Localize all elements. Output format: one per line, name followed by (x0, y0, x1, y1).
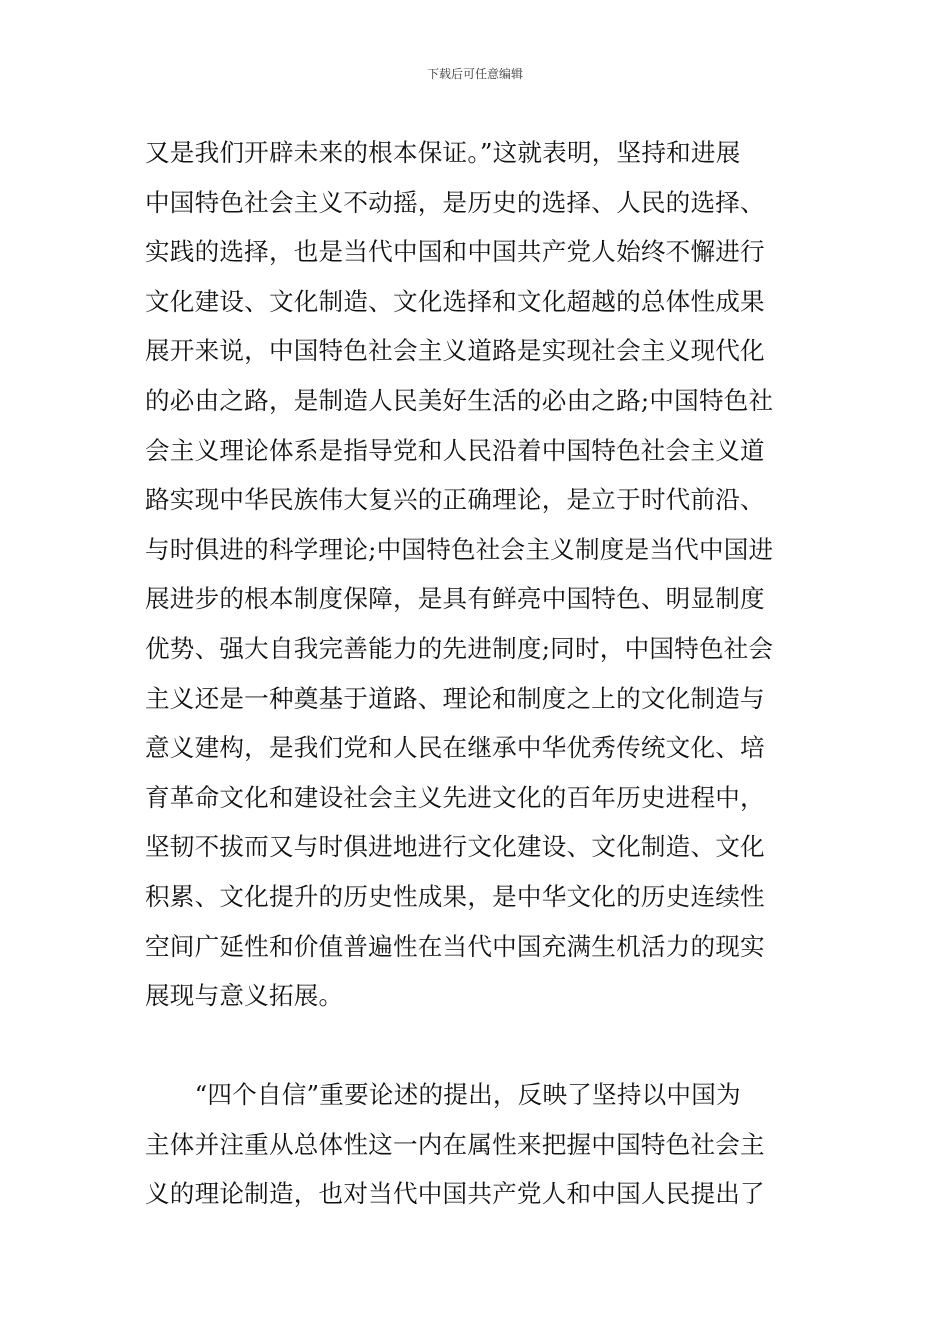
text-line: 路实现中华民族伟大复兴的正确理论，是立于时代前沿、 (145, 485, 765, 515)
text-line: 中国特色社会主义不动摇，是历史的选择、人民的选择、 (145, 187, 765, 217)
text-line: 主义还是一种奠基于道路、理论和制度之上的文化制造与 (145, 683, 765, 713)
text-line: 文化建设、文化制造、文化选择和文化超越的总体性成果 (145, 286, 765, 316)
text-line: 又是我们开辟未来的根本保证。”这就表明，坚持和进展 (145, 138, 741, 167)
text-line: 展开来说，中国特色社会主义道路是实现社会主义现代化 (145, 336, 765, 366)
text-line: 意义建构，是我们党和人民在继承中华优秀传统文化、培 (145, 733, 765, 763)
text-line: 优势、强大自我完善能力的先进制度;同时，中国特色社会 (145, 633, 774, 663)
text-line: 义的理论制造，也对当代中国共产党人和中国人民提出了 (145, 1179, 765, 1209)
page-header: 下载后可任意编辑 (426, 67, 523, 81)
text-line: 实践的选择，也是当代中国和中国共产党人始终不懈进行 (145, 237, 765, 267)
text-line: 积累、文化提升的历史性成果，是中华文化的历史连续性 (145, 881, 765, 911)
text-line: 与时俱进的科学理论;中国特色社会主义制度是当代中国进 (145, 534, 774, 564)
text-line: “四个自信”重要论述的提出，反映了坚持以中国为 (145, 1080, 741, 1110)
text-line: 主体并注重从总体性这一内在属性来把握中国特色社会主 (145, 1129, 765, 1159)
paragraph-1 (145, 128, 810, 1021)
text-line: 坚韧不拔而又与时俱进地进行文化建设、文化制造、文化 (145, 832, 765, 862)
paragraph-spacer (145, 1021, 810, 1071)
document-body (145, 128, 810, 1219)
text-line: 的必由之路，是制造人民美好生活的必由之路;中国特色社 (145, 385, 774, 415)
text-line: 展现与意义拓展。 (145, 981, 344, 1011)
text-line: 展进步的根本制度保障，是具有鲜亮中国特色、明显制度 (145, 584, 765, 614)
paragraph-2 (145, 1070, 810, 1219)
text-line: 空间广延性和价值普遍性在当代中国充满生机活力的现实 (145, 931, 765, 961)
text-line: 育革命文化和建设社会主义先进文化的百年历史进程中， (145, 782, 765, 812)
text-line: 会主义理论体系是指导党和人民沿着中国特色社会主义道 (145, 435, 765, 465)
